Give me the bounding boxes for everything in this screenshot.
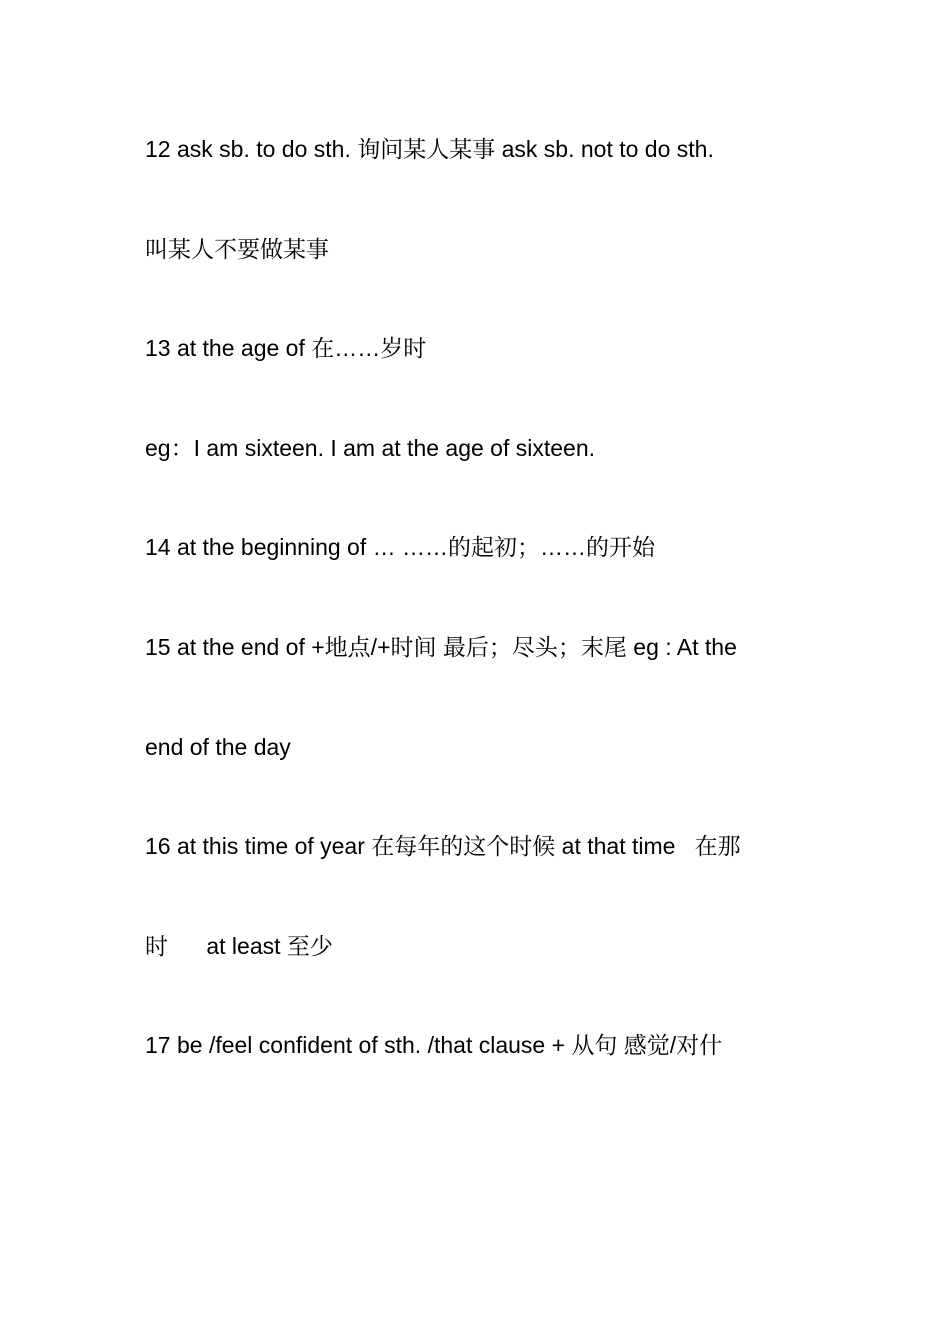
text-line-13-age: 13 at the age of 在……岁时 bbox=[145, 335, 427, 361]
text-line-14-beginning: 14 at the beginning of … ……的起初；……的开始 bbox=[145, 534, 656, 560]
text-line-15-end: 15 at the end of +地点/+时间 最后；尽头；末尾 eg : At the bbox=[145, 634, 737, 660]
text-line-16-time-cont: 时 at least 至少 bbox=[145, 933, 333, 959]
text-line-17-confident: 17 be /feel confident of sth. /that clause + 从句 感觉/对什 bbox=[145, 1032, 723, 1058]
text-line-13-example: eg：I am sixteen. I am at the age of sixteen. bbox=[145, 435, 596, 461]
text-line-16-time: 16 at this time of year 在每年的这个时候 at that time 在那 bbox=[145, 833, 741, 859]
text-line-15-end-cont: end of the day bbox=[145, 734, 291, 760]
text-line-12-ask-cont: 叫某人不要做某事 bbox=[145, 236, 329, 262]
text-line-12-ask: 12 ask sb. to do sth. 询问某人某事 ask sb. not to do sth. bbox=[145, 136, 714, 162]
